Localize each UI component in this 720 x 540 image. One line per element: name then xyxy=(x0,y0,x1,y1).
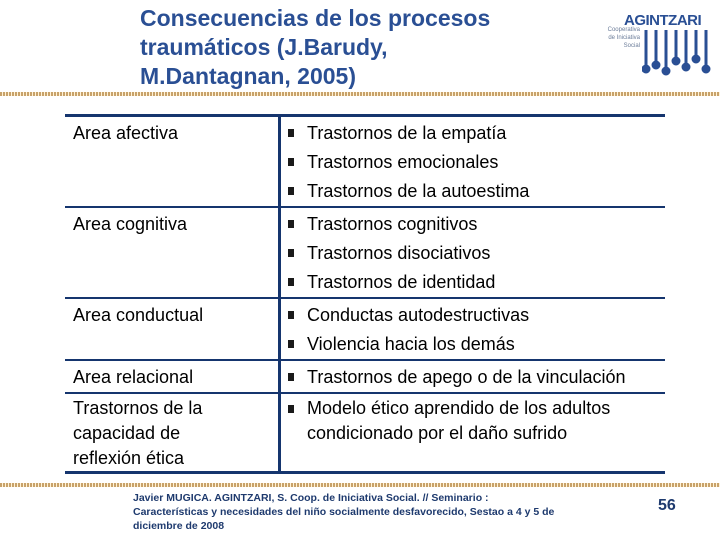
bullet-icon xyxy=(288,129,294,137)
table-row xyxy=(65,116,665,208)
item-text: Trastornos disociativos xyxy=(307,243,491,263)
area-cell: Area conductual xyxy=(65,298,280,360)
item-text: Trastornos de apego o de la vinculación xyxy=(307,367,626,387)
title-line: traumáticos (J.Barudy, xyxy=(140,34,388,60)
list-item xyxy=(284,148,665,177)
bullet-icon xyxy=(288,249,294,257)
bullet-icon xyxy=(288,278,294,286)
bullet-icon xyxy=(288,340,294,348)
list-item xyxy=(284,177,665,206)
item-text: Trastornos de la autoestima xyxy=(307,181,530,201)
items-cell xyxy=(280,393,666,473)
area-line: reflexión ética xyxy=(73,448,185,468)
items-cell xyxy=(280,298,666,360)
items-cell xyxy=(280,360,666,393)
logo-bars-icon xyxy=(642,28,716,76)
item-text: Trastornos de la empatía xyxy=(307,123,507,143)
item-text: Trastornos cognitivos xyxy=(307,214,478,234)
bullet-list xyxy=(284,363,665,392)
logo-subtitle xyxy=(600,26,640,50)
table-row xyxy=(65,207,665,298)
bullet-icon xyxy=(288,158,294,166)
footer-line: diciembre de 2008 xyxy=(133,520,225,532)
bullet-icon xyxy=(288,187,294,195)
item-text: Conductas autodestructivas xyxy=(307,305,530,325)
area-cell: Area relacional xyxy=(65,360,280,393)
logo-sub-line: de Iniciativa xyxy=(608,35,640,41)
title-line: M.Dantagnan, 2005) xyxy=(140,63,356,89)
logo-sub-line: Cooperativa xyxy=(607,27,640,33)
header-divider xyxy=(0,92,720,96)
list-item xyxy=(284,301,665,330)
list-item xyxy=(284,239,665,268)
bullet-list xyxy=(284,396,665,446)
list-item xyxy=(284,268,665,297)
slide-title xyxy=(140,4,590,91)
items-cell xyxy=(280,207,666,298)
bullet-icon xyxy=(288,220,294,228)
logo-name: AGINTZARI xyxy=(624,12,702,29)
items-cell xyxy=(280,116,666,208)
agintzari-logo xyxy=(598,8,716,78)
consequences-table xyxy=(65,114,665,474)
bullet-list xyxy=(284,210,665,297)
footer-line: Javier MUGICA. AGINTZARI, S. Coop. de Iniciativa Social. // Seminario : xyxy=(133,492,489,504)
item-text: Violencia hacia los demás xyxy=(307,334,515,354)
list-item xyxy=(284,330,665,359)
footer-line: Características y necesidades del niño socialmente desfavorecido, Sestao a 4 y 5 de xyxy=(133,506,555,518)
list-item xyxy=(284,396,665,446)
list-item xyxy=(284,119,665,148)
item-text: Trastornos emocionales xyxy=(307,152,499,172)
page-number: 56 xyxy=(658,497,676,514)
area-cell xyxy=(65,393,280,473)
area-cell: Area afectiva xyxy=(65,116,280,208)
item-text-line: condicionado por el daño sufrido xyxy=(307,423,568,443)
table-row xyxy=(65,298,665,360)
table-row xyxy=(65,393,665,473)
list-item xyxy=(284,210,665,239)
bullet-list xyxy=(284,301,665,359)
list-item xyxy=(284,363,665,392)
area-cell: Area cognitiva xyxy=(65,207,280,298)
area-line: capacidad de xyxy=(73,423,181,443)
title-line: Consecuencias de los procesos xyxy=(140,5,491,31)
item-text-line: Modelo ético aprendido de los adultos xyxy=(307,398,611,418)
bullet-list xyxy=(284,119,665,206)
area-line: Trastornos de la xyxy=(73,398,203,418)
bullet-icon xyxy=(288,373,294,381)
table-row xyxy=(65,360,665,393)
footer-citation xyxy=(133,491,623,533)
logo-sub-line: Social xyxy=(623,43,640,49)
bullet-icon xyxy=(288,311,294,319)
footer-divider xyxy=(0,483,720,487)
bullet-icon xyxy=(288,405,294,413)
item-text: Trastornos de identidad xyxy=(307,272,496,292)
